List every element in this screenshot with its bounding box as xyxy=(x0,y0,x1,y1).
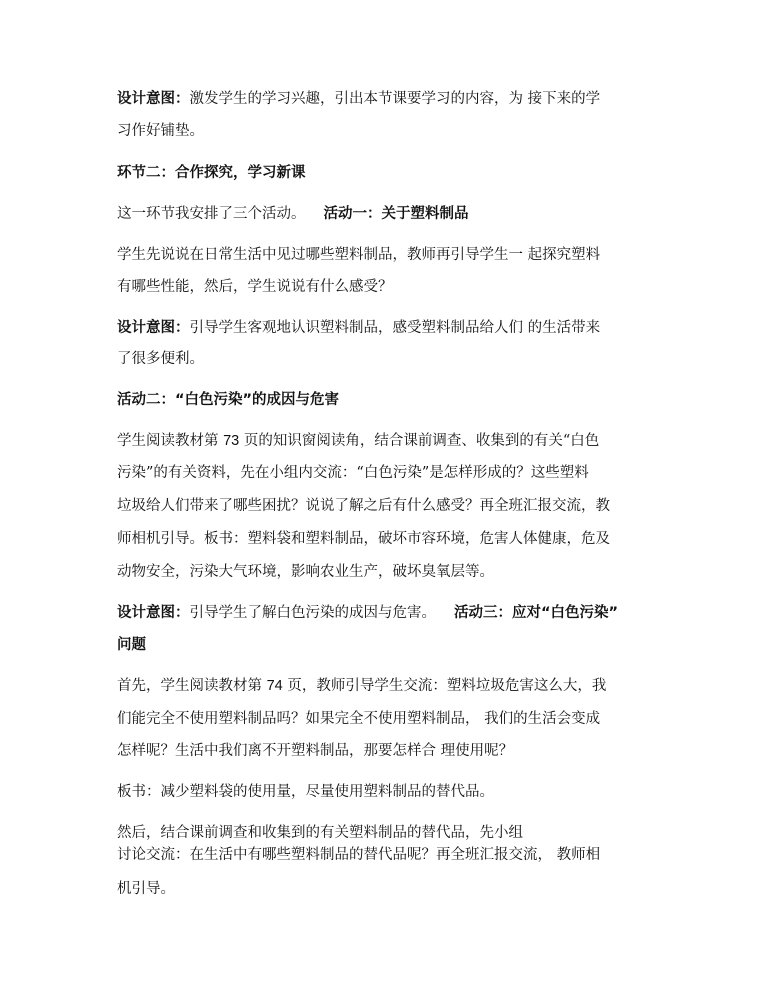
page-number: 74 xyxy=(266,678,283,694)
activity-3-line-1 xyxy=(117,676,606,696)
activity-2-line-3: 垃圾给人们带来了哪些困扰？说说了解之后有什么感受？再全班汇报交流，教 xyxy=(117,498,610,514)
activity-3-text: 首先，学生阅读教材第 xyxy=(117,678,267,694)
design-intent-3-line xyxy=(117,603,618,623)
activity-1-heading: 活动一：关于塑料制品 xyxy=(323,206,469,222)
page-number: 73 xyxy=(223,433,240,449)
intro-line xyxy=(117,204,469,224)
activity-3-heading-cont: 问题 xyxy=(117,637,146,653)
intro-text: 这一环节我安排了三个活动。 xyxy=(117,206,306,222)
design-intent-label: 设计意图： xyxy=(117,605,190,621)
activity-2-text: 页的知识窗阅读角，结合课前调查、收集到的有关“白色 xyxy=(239,433,600,449)
board-writing: 板书：减少塑料袋的使用量，尽量使用塑料制品的替代品。 xyxy=(117,784,494,800)
activity-2-text: 学生阅读教材第 xyxy=(117,433,224,449)
activity-3-line-2: 们能完全不使用塑料制品吗？如果完全不使用塑料制品， 我们的生活会变成 xyxy=(117,711,601,727)
design-intent-2-line-2: 了很多便利。 xyxy=(117,351,204,367)
design-intent-text: 激发学生的学习兴趣，引出本节课要学习的内容，为 接下来的学 xyxy=(189,91,601,107)
design-intent-text: 引导学生客观地认识塑料制品，感受塑料制品给人们 的生活带来 xyxy=(189,320,601,336)
activity-1-line-2: 有哪些性能，然后，学生说说有什么感受？ xyxy=(117,279,393,295)
then-line-3: 机引导。 xyxy=(117,881,175,897)
activity-1-line-1: 学生先说说在日常生活中见过哪些塑料制品，教师再引导学生一 起探究塑料 xyxy=(117,247,601,263)
activity-2-line-5: 动物安全，污染大气环境，影响农业生产，破坏臭氧层等。 xyxy=(117,564,494,580)
design-intent-label: 设计意图： xyxy=(117,320,190,336)
activity-3-text: 页，教师引导学生交流：塑料垃圾危害这么大，我 xyxy=(282,678,607,694)
design-intent-2-line-1 xyxy=(117,318,600,338)
design-intent-label: 设计意图： xyxy=(117,91,190,107)
activity-2-line-4: 师相机引导。板书：塑料袋和塑料制品，破坏市容环境，危害人体健康，危及 xyxy=(117,531,610,547)
design-intent-1-line-1 xyxy=(117,89,600,109)
section-2-heading: 环节二：合作探究，学习新课 xyxy=(117,165,306,181)
activity-3-line-3: 怎样呢？生活中我们离不开塑料制品，那要怎样合 理使用呢？ xyxy=(117,743,514,759)
then-line-1: 然后，结合课前调查和收集到的有关塑料制品的替代品，先小组 xyxy=(117,825,523,841)
activity-2-line-1 xyxy=(117,431,599,451)
design-intent-text: 引导学生了解白色污染的成因与危害。 xyxy=(189,605,436,621)
activity-2-line-2: 污染”的有关资料，先在小组内交流：“白色污染”是怎样形成的？这些塑料 xyxy=(117,465,589,481)
activity-3-heading: 活动三：应对“白色污染” xyxy=(454,605,619,621)
then-line-2: 讨论交流：在生活中有哪些塑料制品的替代品呢？再全班汇报交流， 教师相 xyxy=(117,847,601,863)
activity-2-heading: 活动二：“白色污染”的成因与危害 xyxy=(117,392,340,408)
design-intent-1-line-2: 习作好铺垫。 xyxy=(117,123,204,139)
